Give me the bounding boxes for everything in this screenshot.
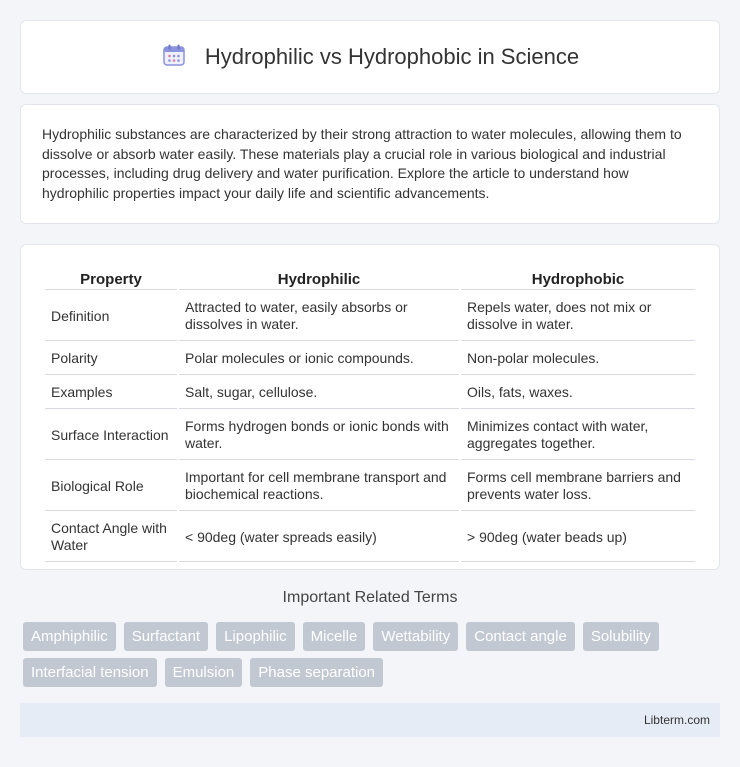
comparison-card (20, 244, 720, 570)
related-term-tag[interactable]: Wettability (373, 622, 458, 651)
property-cell: Polarity (45, 343, 177, 375)
hydrophobic-cell: > 90deg (water beads up) (461, 513, 695, 562)
hydrophilic-cell: Important for cell membrane transport and biochemical reactions. (179, 462, 459, 511)
property-cell: Biological Role (45, 462, 177, 511)
intro-card (20, 104, 720, 224)
table-row (45, 377, 695, 409)
hydrophobic-cell: Oils, fats, waxes. (461, 377, 695, 409)
hydrophilic-cell: Polar molecules or ionic compounds. (179, 343, 459, 375)
property-cell: Surface Interaction (45, 411, 177, 460)
table-row (45, 343, 695, 375)
related-term-tag[interactable]: Amphiphilic (23, 622, 116, 651)
page-title: Hydrophilic vs Hydrophobic in Science (204, 44, 580, 69)
table-row (45, 513, 695, 562)
footer-brand-link[interactable]: Libterm.com (643, 713, 710, 727)
related-term-tag[interactable]: Lipophilic (216, 622, 295, 651)
related-term-tag[interactable]: Micelle (303, 622, 366, 651)
table-row (45, 462, 695, 511)
header-card (20, 20, 720, 94)
hydrophilic-cell: < 90deg (water spreads easily) (179, 513, 459, 562)
hydrophobic-cell: Minimizes contact with water, aggregates together. (461, 411, 695, 460)
hydrophilic-cell: Salt, sugar, cellulose. (179, 377, 459, 409)
table-row (45, 292, 695, 341)
related-term-tag[interactable]: Phase separation (250, 658, 383, 687)
header-property: Property (45, 267, 177, 290)
hydrophilic-cell: Forms hydrogen bonds or ionic bonds with water. (179, 411, 459, 460)
related-terms-list (23, 622, 723, 687)
table-header-row (45, 267, 695, 290)
table-row (45, 411, 695, 460)
related-term-tag[interactable]: Interfacial tension (23, 658, 157, 687)
hydrophobic-cell: Non-polar molecules. (461, 343, 695, 375)
comparison-table (43, 265, 697, 564)
property-cell: Definition (45, 292, 177, 341)
related-terms-title: Important Related Terms (282, 589, 458, 606)
property-cell: Contact Angle with Water (45, 513, 177, 562)
footer (20, 703, 720, 737)
related-term-tag[interactable]: Surfactant (124, 622, 208, 651)
calendar-icon (161, 42, 187, 73)
hydrophobic-cell: Forms cell membrane barriers and prevents water loss. (461, 462, 695, 511)
related-term-tag[interactable]: Contact angle (466, 622, 575, 651)
header-hydrophilic: Hydrophilic (179, 267, 459, 290)
hydrophobic-cell: Repels water, does not mix or dissolve in water. (461, 292, 695, 341)
related-term-tag[interactable]: Emulsion (165, 658, 243, 687)
intro-text: Hydrophilic substances are characterized by their strong attraction to water molecules, allowing them to dissolve or absorb water easily. These materials play a crucial role in various biological and industrial processes, including drug delivery and water purification. Explore the article to understand how hydrophilic properties impact your daily life and scientific advancements. (42, 126, 682, 201)
header-hydrophobic: Hydrophobic (461, 267, 695, 290)
related-term-tag[interactable]: Solubility (583, 622, 659, 651)
hydrophilic-cell: Attracted to water, easily absorbs or dissolves in water. (179, 292, 459, 341)
property-cell: Examples (45, 377, 177, 409)
